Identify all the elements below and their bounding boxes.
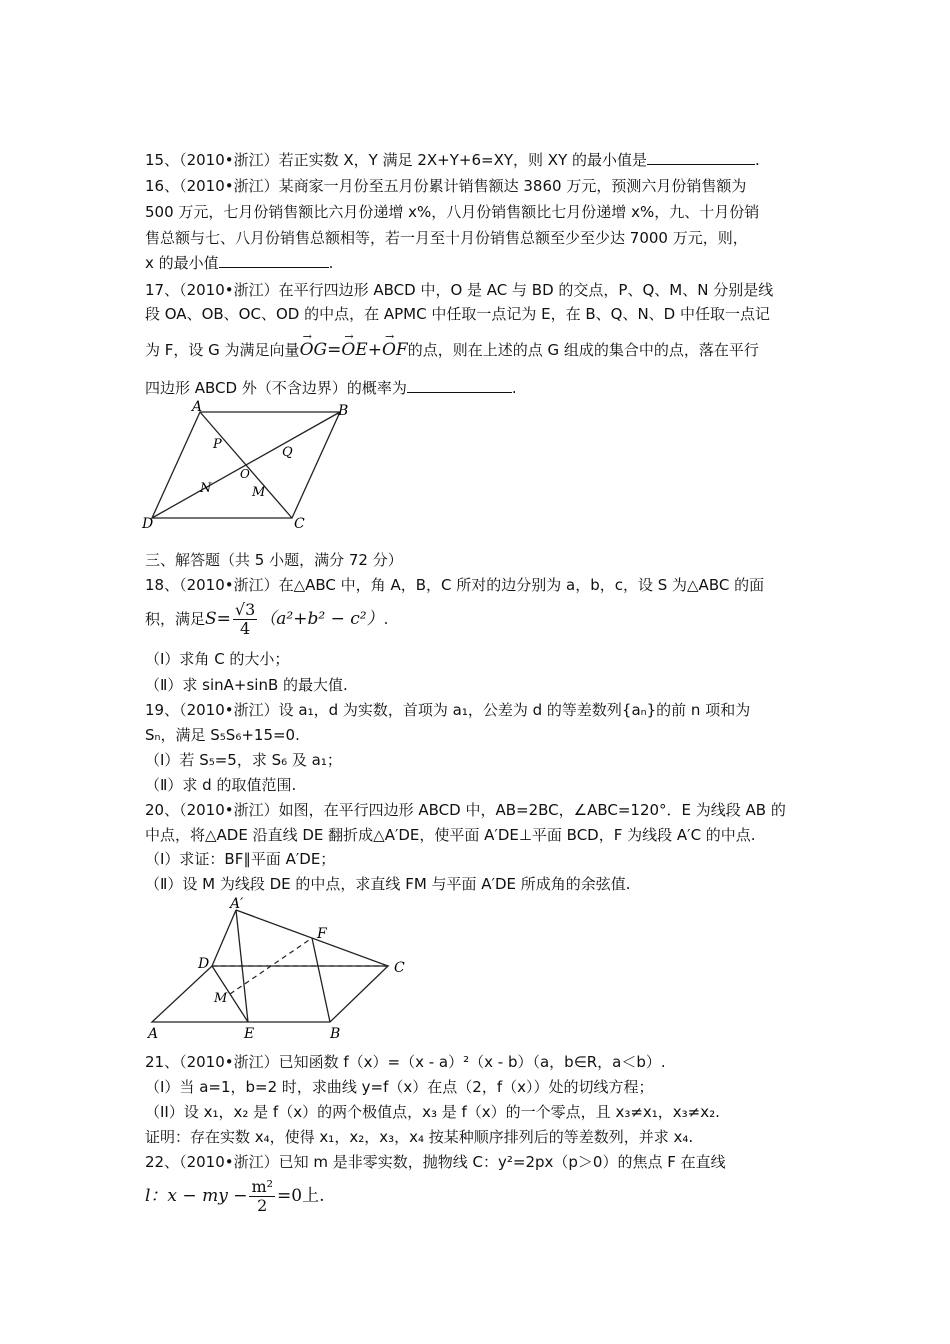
label-m: M [252, 485, 266, 500]
label-q: Q [282, 445, 293, 460]
formula-eq: = [216, 609, 231, 629]
q17-text: 四边形 ABCD 外（不含边界）的概率为 [145, 379, 407, 397]
q18-end: . [383, 610, 389, 628]
q16-end: . [328, 254, 334, 272]
q19-line-1: 19、（2010•浙江）设 a₁，d 为实数，首项为 a₁，公差为 d 的等差数列{aₙ}的前 n 项和为 [145, 701, 751, 719]
label-a2: A [148, 1026, 159, 1042]
q17-line-1: 17、（2010•浙江）在平行四边形 ABCD 中，O 是 AC 与 BD 的交点，P、Q、M、N 分别是线 [145, 281, 774, 299]
diagonal-bd [152, 412, 340, 518]
q17-text-a: 为 F，设 G 为满足向量 [145, 341, 300, 359]
section-heading: 三、解答题（共 5 小题，满分 72 分） [145, 551, 403, 569]
label-e: E [244, 1026, 255, 1042]
label-b2: B [330, 1026, 341, 1042]
formula-line-l: l：x − my − [145, 1186, 248, 1206]
q20-part-1: （Ⅰ）求证：BF∥平面 A′DE； [145, 850, 336, 868]
label-d: D [142, 516, 154, 532]
label-c2: C [394, 960, 405, 976]
formula-s: S [205, 609, 217, 629]
q17-end: . [511, 379, 517, 397]
q21-part-1: （I）当 a=1，b=2 时，求曲线 y=f（x）在点（2，f（x））处的切线方程； [145, 1078, 654, 1096]
q18-part-2: （Ⅱ）求 sinA+sinB 的最大值. [145, 676, 348, 694]
q17-answer-blank[interactable] [407, 378, 512, 393]
q17-text-b: 的点，则在上述的点 G 组成的集合中的点，落在平行 [407, 341, 759, 359]
q16-line-3: 售总额与七、八月份销售总额相等，若一月至十月份销售总额至少至少达 7000 万元，则， [145, 229, 748, 247]
vector-plus-sign: + [367, 340, 382, 360]
label-p: P [213, 437, 222, 452]
base-abcd [152, 966, 388, 1022]
segment-a1d [212, 910, 236, 966]
vector-eq-sign: = [327, 340, 342, 360]
label-m2: M [214, 991, 228, 1006]
q15-line [145, 150, 760, 170]
q20-line-2: 中点，将△ADE 沿直线 DE 翻折成△A′DE，使平面 A′DE⊥平面 BCD，F 为线段 A′C 的中点. [145, 826, 756, 844]
label-c: C [294, 516, 305, 532]
segment-fb [312, 938, 330, 1022]
q18-line-1: 18、（2010•浙江）在△ABC 中，角 A，B，C 所对的边分别为 a，b，c，设 S 为△ABC 的面 [145, 576, 765, 594]
folded-figure [140, 896, 420, 1042]
fraction-m2-over-2 [249, 1178, 275, 1215]
label-a: A [192, 400, 203, 415]
fraction-numerator-m2: m² [251, 1177, 274, 1196]
q21-part-2: （II）设 x₁，x₂ 是 f（x）的两个极值点，x₃ 是 f（x）的一个零点，且 x₃≠x₁，x₃≠x₂. [145, 1103, 720, 1121]
q15-end: . [755, 151, 760, 169]
label-a-prime: A′ [230, 896, 244, 912]
q19-part-1: （Ⅰ）若 S₅=5，求 S₆ 及 a₁； [145, 751, 342, 769]
q18-line-2 [145, 600, 388, 638]
q18-part-1: （Ⅰ）求角 C 的大小； [145, 650, 290, 668]
fraction-denominator: 4 [240, 619, 251, 638]
q16-line-4 [145, 253, 333, 273]
q16-line-1: 16、（2010•浙江）某商家一月份至五月份累计销售额达 3860 万元，预测六月份销售额为 [145, 177, 747, 195]
label-n: N [200, 481, 212, 496]
q17-line-2: 段 OA、OB、OC、OD 的中点，在 APMC 中任取一点记为 E，在 B、Q、N、D 中任取一点记 [145, 305, 770, 323]
label-f: F [317, 926, 327, 942]
q21-line-1: 21、（2010•浙江）已知函数 f（x）=（x - a）²（x - b）（a，b∈R，a＜b）. [145, 1053, 666, 1071]
q16-text: x 的最小值 [145, 254, 219, 272]
q16-answer-blank[interactable] [219, 253, 329, 268]
vector-oe: → OE [341, 340, 367, 360]
q22-line-2 [145, 1176, 325, 1216]
formula-paren: （a²+b² − c²） [259, 609, 384, 629]
q19-part-2: （Ⅱ）求 d 的取值范围. [145, 776, 297, 794]
q20-line-1: 20、（2010•浙江）如图，在平行四边形 ABCD 中，AB=2BC，∠ABC=120°．E 为线段 AB 的 [145, 801, 786, 819]
fraction-denominator-2: 2 [257, 1196, 268, 1215]
label-d2: D [198, 956, 210, 972]
vector-of: → OF [382, 340, 408, 360]
q20-part-2: （Ⅱ）设 M 为线段 DE 的中点，求直线 FM 与平面 A′DE 所成角的余弦值. [145, 875, 631, 893]
q19-line-2: Sₙ，满足 S₅S₆+15=0. [145, 726, 300, 744]
q15-text: 15、（2010•浙江）若正实数 X，Y 满足 2X+Y+6=XY，则 XY 的最小值是 [145, 151, 647, 169]
formula-end: =0上. [277, 1186, 325, 1206]
q17-line-4 [145, 378, 517, 398]
parallelogram-figure [140, 400, 360, 532]
vector-equation [300, 340, 408, 360]
fraction-numerator: √3 [234, 600, 256, 619]
fraction-sqrt3-over-4 [233, 601, 257, 638]
q15-answer-blank[interactable] [647, 150, 755, 165]
label-b: B [338, 403, 349, 419]
q18-text: 积，满足 [145, 610, 206, 628]
q17-line-3 [145, 340, 759, 360]
q22-line-1: 22、（2010•浙江）已知 m 是非零实数，抛物线 C：y²=2px（p＞0）的焦点 F 在直线 [145, 1153, 726, 1171]
label-o: O [240, 467, 250, 481]
vector-og: → OG [300, 340, 328, 360]
q16-line-2: 500 万元，七月份销售额比六月份递增 x%，八月份销售额比七月份递增 x%，九、十月份销 [145, 203, 760, 221]
q21-part-3: 证明：存在实数 x₄，使得 x₁，x₂，x₃，x₄ 按某种顺序排列后的等差数列，并求 x₄. [145, 1128, 694, 1146]
